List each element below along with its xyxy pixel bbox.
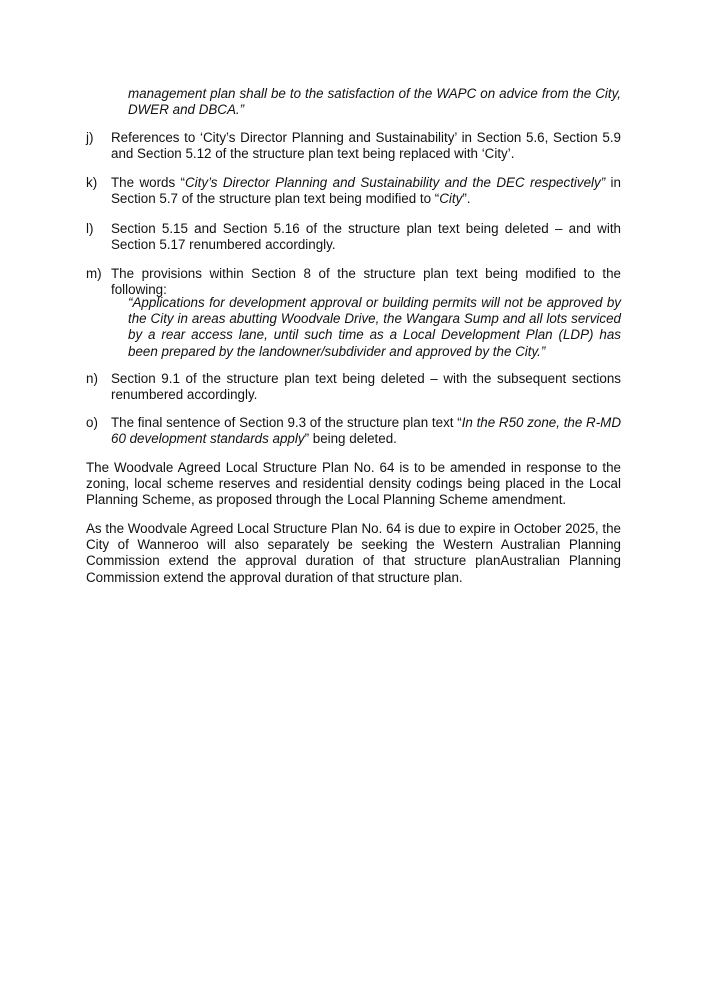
italic-segment: City’s Director Planning and Sustainability and the DEC respectively” <box>185 175 606 190</box>
list-item-text <box>111 415 621 447</box>
list-marker: j) <box>86 130 94 145</box>
list-marker: o) <box>86 415 98 430</box>
list-marker: n) <box>86 371 98 386</box>
body-paragraph-expiry: As the Woodvale Agreed Local Structure Plan No. 64 is due to expire in October 2025, the City of Wanneroo will also separately be seeking the Western Australian Planning Commission extend the approval duration of that structure planAustralian Planning Commission extend the approval duration of that structure plan. <box>86 521 621 585</box>
body-paragraph-amendment: The Woodvale Agreed Local Structure Plan No. 64 is to be amended in response to the zoning, local scheme reserves and residential density codings being placed in the Local Planning Scheme, as proposed through the Local Planning Scheme amendment. <box>86 460 621 508</box>
quoted-provision: “Applications for development approval or building permits will not be approved by the City in areas abutting Woodvale Drive, the Wangara Sump and all lots serviced by a rear access lane, until such time as a Local Development Plan (LDP) has been prepared by the landowner/subdivider and approved by the City.” <box>128 295 621 359</box>
text-segment: The final sentence of Section 9.3 of the structure plan text “ <box>111 415 462 430</box>
list-marker: m) <box>86 266 102 281</box>
list-item-text: Section 9.1 of the structure plan text being deleted – with the subsequent sections renumbered accordingly. <box>111 371 621 403</box>
list-marker: k) <box>86 175 98 190</box>
list-item-text: The provisions within Section 8 of the structure plan text being modified to the following: <box>111 266 621 298</box>
italic-segment: City <box>439 191 463 207</box>
list-marker: l) <box>86 221 94 236</box>
text-segment: The words “ <box>111 175 186 190</box>
italic-segment: In the R50 zone, the R-MD 60 development standards apply <box>111 415 622 447</box>
list-item-text <box>111 175 621 207</box>
text-segment: ” being deleted. <box>304 431 397 447</box>
text-segment: ”. <box>462 191 471 207</box>
text-segment: in Section 5.7 of the structure plan text being modified to “ <box>111 175 621 207</box>
list-item-text: References to ‘City’s Director Planning and Sustainability’ in Section 5.6, Section 5.9 and Section 5.12 of the structure plan text being replaced with ‘City’. <box>111 130 621 162</box>
continued-quote-text: management plan shall be to the satisfaction of the WAPC on advice from the City, DWER and DBCA.” <box>128 86 621 118</box>
list-item-text: Section 5.15 and Section 5.16 of the structure plan text being deleted – and with Section 5.17 renumbered accordingly. <box>111 221 621 253</box>
